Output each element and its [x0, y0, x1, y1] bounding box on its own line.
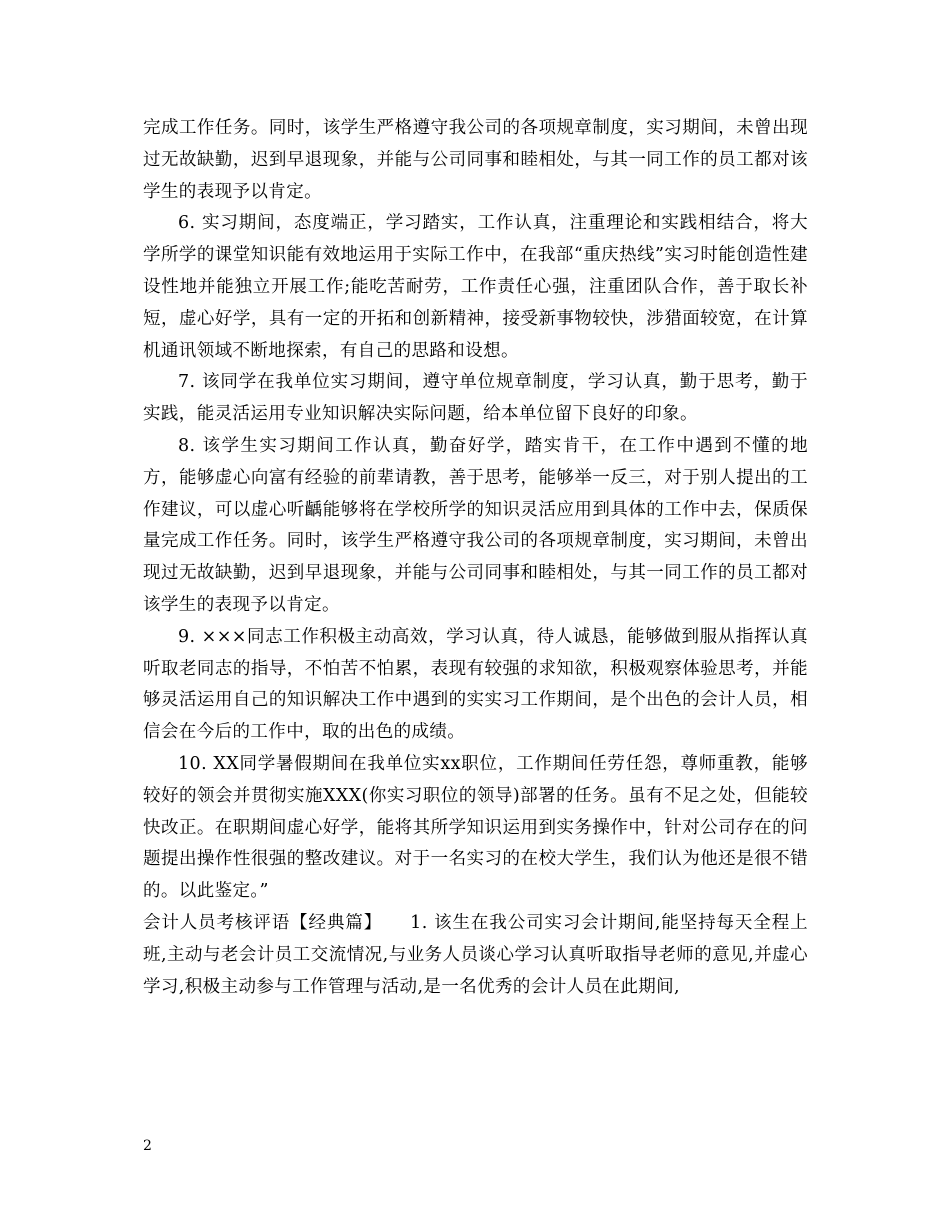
paragraph-item-6: 6. 实习期间，态度端正，学习踏实，工作认真，注重理论和实践相结合，将大学所学的课堂知识能有效地运用于实际工作中，在我部“重庆热线”实习时能创造性建设性地并能独立开展工作;能吃苦耐劳，工作责任心强，注重团队合作，善于取长补短，虚心好学，具有一定的开拓和创新精神，接受新事物较快，涉猎面较宽，在计算机通讯领域不断地探索，有自己的思路和设想。 — [143, 213, 808, 361]
paragraph-section-heading: 会计人员考核评语【经典篇】 1. 该生在我公司实习会计期间,能坚持每天全程上班,主动与老会计员工交流情况,与业务人员谈心学习认真听取指导老师的意见,并虚心学习,积极主动参与工作管理与活动,是一名优秀的会计人员在此期间, — [143, 912, 808, 997]
paragraph-item-10: 10. XX同学暑假期间在我单位实xx职位，工作期间任劳任怨，尊师重教，能够较好的领会并贯彻实施XXX(你实习职位的领导)部署的任务。虽有不足之处，但能较快改正。在职期间虚心好学，能将其所学知识运用到实务操作中，针对公司存在的问题提出操作性很强的整改建议。对于一名实习的在校大学生，我们认为他还是很不错的。以此鉴定。” — [143, 753, 808, 902]
paragraph-item-8: 8. 该学生实习期间工作认真，勤奋好学，踏实肯干，在工作中遇到不懂的地方，能够虚心向富有经验的前辈请教，善于思考，能够举一反三，对于别人提出的工作建议，可以虚心听齲能够将在学校所学的知识灵活应用到具体的工作中去，保质保量完成工作任务。同时，该学生严格遵守我公司的各项规章制度，实习期间，未曾出现过无故缺勤，迟到早退现象，并能与公司同事和睦相处，与其一同工作的员工都对该学生的表现予以肯定。 — [143, 435, 808, 615]
page-number: 2 — [143, 1138, 152, 1154]
paragraph-item-7: 7. 该同学在我单位实习期间，遵守单位规章制度，学习认真，勤于思考，勤于实践，能灵活运用专业知识解决实际问题，给本单位留下良好的印象。 — [143, 372, 808, 425]
body-text — [143, 113, 808, 1003]
paragraph-item-9: 9. ×××同志工作积极主动高效，学习认真，待人诚恳，能够做到服从指挥认真听取老同志的指导，不怕苦不怕累，表现有较强的求知欲，积极观察体验思考，并能够灵活运用自己的知识解决工作中遇到的实实习工作期间，是个出色的会计人员，相信会在今后的工作中，取的出色的成绩。 — [143, 626, 808, 743]
paragraph-continuation: 完成工作任务。同时，该学生严格遵守我公司的各项规章制度，实习期间，未曾出现过无故缺勤，迟到早退现象，并能与公司同事和睦相处，与其一同工作的员工都对该学生的表现予以肯定。 — [143, 118, 808, 202]
